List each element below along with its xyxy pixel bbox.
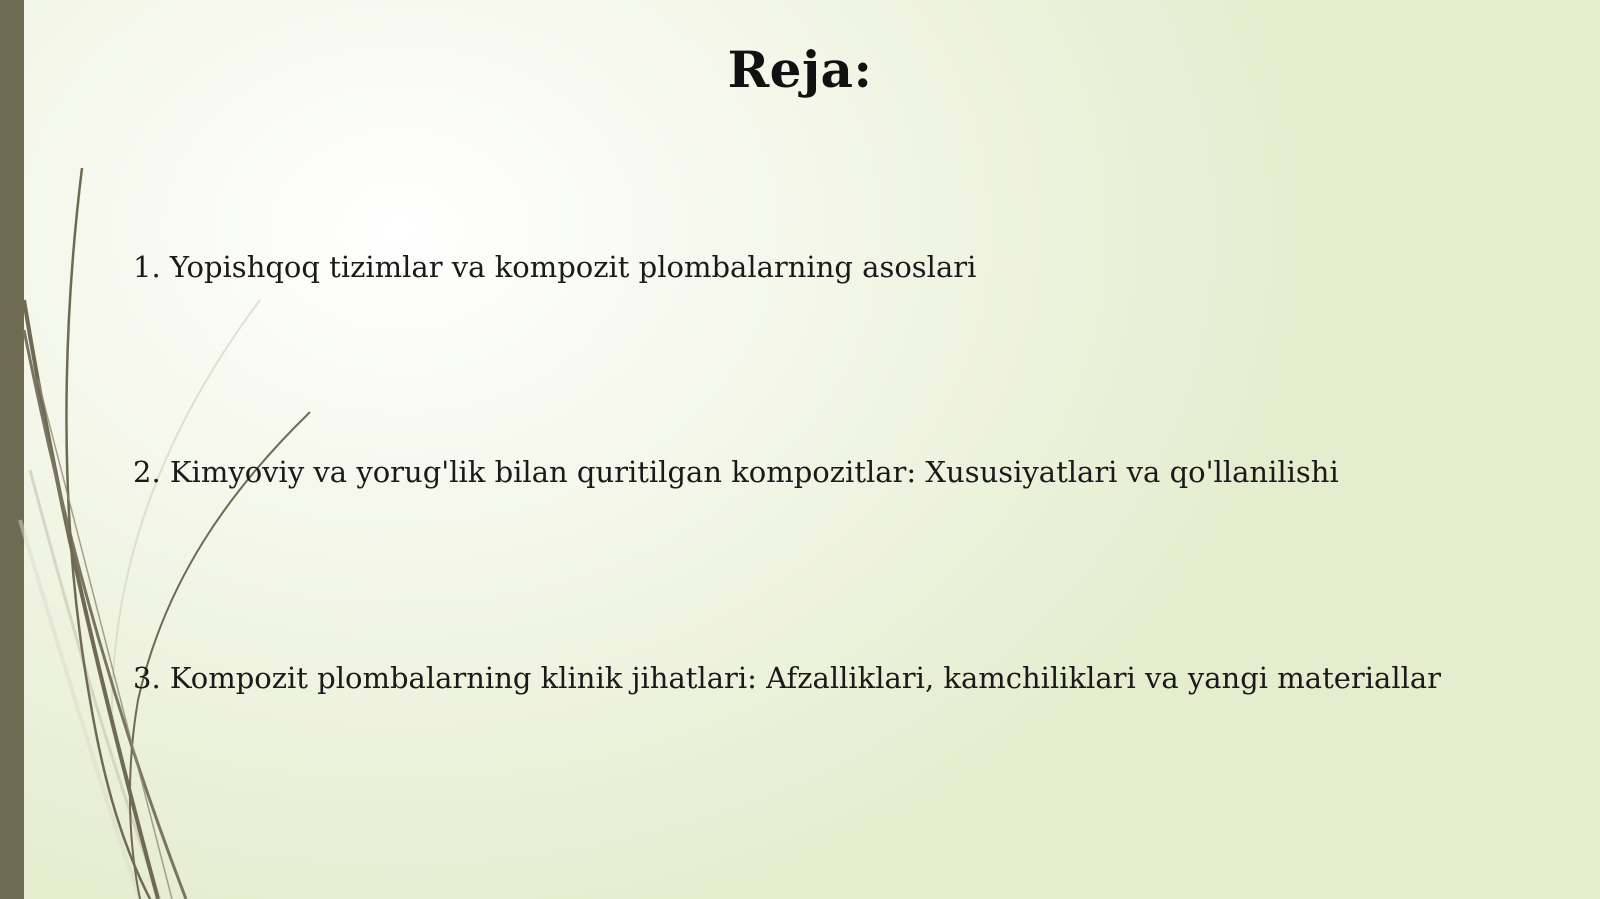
plan-item-2: 2. Kimyoviy va yorug'lik bilan quritilgan kompozitlar: Xususiyatlari va qo'llanilishi (133, 455, 1339, 489)
grass-blades-decoration (0, 0, 360, 899)
slide-title: Reja: (727, 40, 873, 99)
plan-item-1: 1. Yopishqoq tizimlar va kompozit plombalarning asoslari (133, 250, 977, 284)
plan-item-3: 3. Kompozit plombalarning klinik jihatlari: Afzalliklari, kamchiliklari va yangi materiallar (133, 661, 1442, 695)
